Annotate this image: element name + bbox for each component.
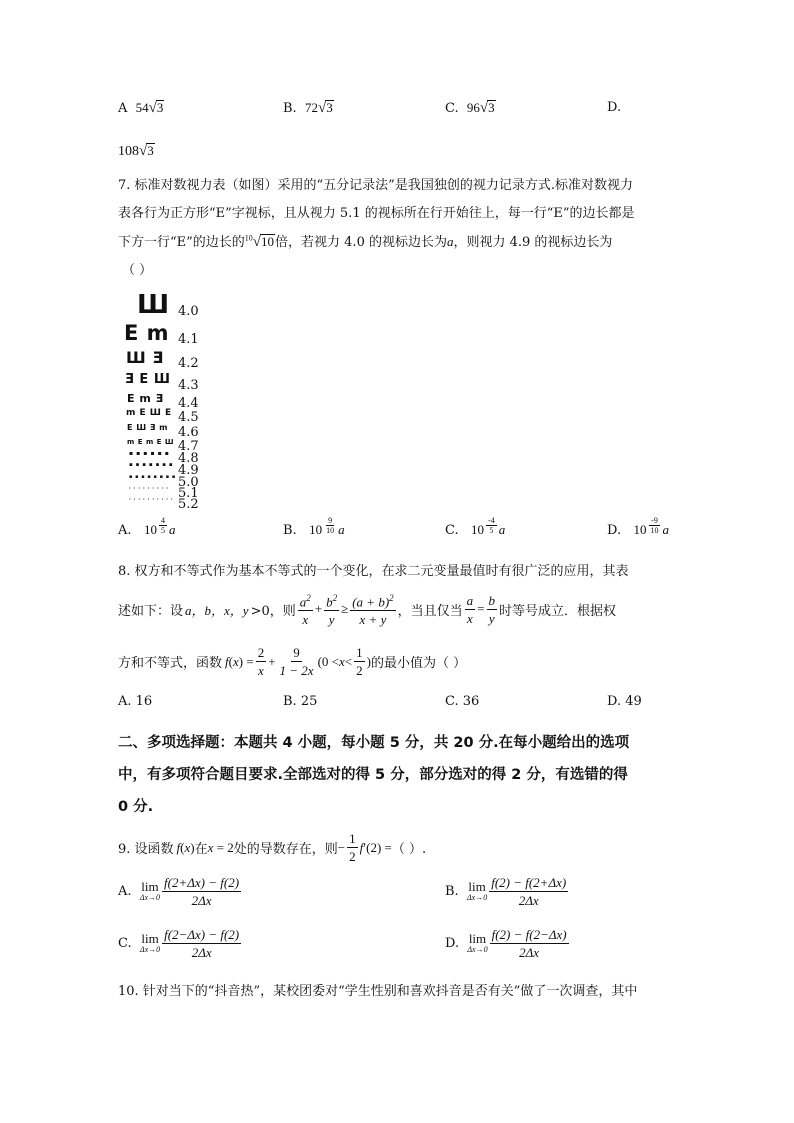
q7-option-a: A. 10 $\frac{4}{5}$ a [118, 516, 176, 538]
eye-chart-row: E m Ǝ [127, 392, 164, 405]
q8-option-c: C. 36 [445, 694, 480, 709]
q8-option-d: D. 49 [607, 694, 642, 709]
eye-chart-row: ▪ ▪ ▪ ▪ ▪ ▪ [129, 450, 170, 457]
q7-line1: 7. 标准对数视力表（如图）采用的“五分记录法”是我国独创的视力记录方式.标准对数视力 [118, 178, 633, 193]
q8-line3: 方和不等式，函数 f ( x ) = $\frac{2}{x}$ + $\frac{9}{1 - 2x}$ (0 < x < $\frac{1}{2}$ ) 的最小值为（ ） [118, 645, 467, 678]
eye-chart-level: 5.1 [178, 486, 199, 501]
frac-half-q9: $\frac{1}{2}$ [349, 831, 356, 864]
eye-chart-level: 4.5 [178, 410, 199, 425]
eye-chart-row: · · · · · · · · · · [129, 497, 174, 503]
eye-chart-level: 4.9 [178, 463, 199, 478]
eye-chart [124, 290, 204, 510]
frac-half: $\frac{1}{2}$ [356, 645, 363, 678]
frac-b-over-y: $\frac{b}{y}$ [488, 592, 496, 626]
frac-2-over-x: $\frac{2}{x}$ [257, 645, 265, 678]
eye-chart-row: ▪ ▪ ▪ ▪ ▪ ▪ ▪ ▪ [129, 474, 176, 480]
eye-chart-row: ▪ ▪ ▪ ▪ ▪ ▪ ▪ [129, 462, 174, 468]
eye-chart-level: 4.2 [178, 356, 199, 371]
q9-option-c: C. lim Δx→0 $\frac{f(2-\Delta x) - f(2)}{2\Delta x}$ [118, 927, 240, 960]
eye-chart-level: 4.0 [178, 304, 199, 319]
q7-answer-paren: （ ） [122, 263, 153, 278]
q9-option-a: A. lim Δx→0 $\frac{f(2+\Delta x) - f(2)}{2\Delta x}$ [118, 875, 240, 908]
frac-a-over-x: $\frac{a}{x}$ [466, 592, 474, 626]
eye-chart-row: Ш [137, 290, 170, 320]
section2-line3: 0 分. [118, 799, 154, 815]
q8-option-b: B. 25 [283, 694, 318, 709]
q7-line2: 表各行为正方形“E”字视标，且从视力 5.1 的视标所在行开始往上，每一行“E”的边长都是 [118, 206, 635, 221]
q9-option-b: B. lim Δx→0 $\frac{f(2) - f(2+\Delta x)}{2\Delta x}$ [445, 875, 567, 908]
eye-chart-row: m E Ш E [126, 408, 172, 418]
q6-option-b: B. 72√3 [283, 100, 333, 116]
q7-line3: 下方一行“E”的边长的$^{10}$√10倍，若视力 4.0 的视标边长为a，则视力 4.9 的视标边长为 [118, 233, 613, 250]
eye-chart-row: m E m E Ш [127, 438, 175, 446]
q8-line1: 8. 权方和不等式作为基本不等式的一个变化，在求二元变量最值时有很广泛的应用，其表 [118, 564, 629, 579]
frac-9-over-1-2x: $\frac{9}{1 - 2x}$ [279, 645, 314, 678]
eye-chart-row: Ǝ E Ш [125, 372, 171, 387]
q7-option-b: B. 10 $\frac{9}{10}$ a [283, 516, 345, 538]
section2-line2: 中，有多项符合题目要求.全部选对的得 5 分，部分选对的得 2 分，有选错的得 [118, 767, 628, 783]
eye-chart-level: 5.2 [178, 497, 199, 512]
eye-chart-level: 5.0 [178, 475, 199, 490]
frac-a2-over-x: $\frac{a^2}{x}$ [298, 590, 313, 628]
frac-sum-square: $\frac{(a + b)^2}{x + y}$ [350, 590, 395, 628]
q7-option-d: D. 10 $\frac{-9}{10}$ a [607, 516, 669, 538]
q7-option-c: C. 10 $\frac{-4}{5}$ a [445, 516, 506, 538]
eye-chart-level: 4.8 [178, 451, 199, 466]
frac-b2-over-y: $\frac{b^2}{y}$ [324, 590, 339, 628]
section2-line1: 二、多项选择题：本题共 4 小题，每小题 5 分，共 20 分.在每小题给出的选项 [118, 735, 630, 751]
q8-option-a: A. 16 [118, 694, 153, 709]
q6-option-c: C. 96√3 [445, 100, 495, 116]
eye-chart-level: 4.4 [178, 396, 199, 411]
eye-chart-row: E m [124, 321, 170, 345]
q10-line1: 10. 针对当下的“抖音热”，某校团委对“学生性别和喜欢抖音是否有关”做了一次调查，其中 [118, 984, 638, 999]
eye-chart-level: 4.1 [178, 332, 199, 347]
q6-option-d-value: 108√3 [118, 143, 154, 159]
q9-option-d: D. lim Δx→0 $\frac{f(2) - f(2-\Delta x)}{2\Delta x}$ [445, 927, 567, 960]
q9-stem: 9. 设函数 f ( x ) 在 x = 2 处的导数存在，则 − $\frac{1}{2}$ f ′(2) = （ ）. [118, 831, 427, 864]
q6-option-d-label: D. [607, 100, 622, 115]
eye-chart-level: 4.6 [178, 425, 199, 440]
eye-chart-level: 4.3 [178, 378, 199, 393]
eye-chart-row: E Ш Ǝ m [127, 423, 169, 432]
eye-chart-row: · · · · · · · · · [129, 486, 169, 492]
eye-chart-row: Ш Ǝ [126, 348, 164, 367]
eye-chart-level: 4.7 [178, 439, 199, 454]
q6-option-a: A 54√3 [118, 100, 164, 116]
q8-line2: 述如下：设 a，b，x，y >0，则 $\frac{a^2}{x}$ + $\frac{b^2}{y}$ ≥ $\frac{(a + b)^2}{x + y}$ ，当且仅当 $\frac{a}{x}$ = $\frac{b}{y}$ 时等号成立．根据权 [118, 590, 616, 628]
